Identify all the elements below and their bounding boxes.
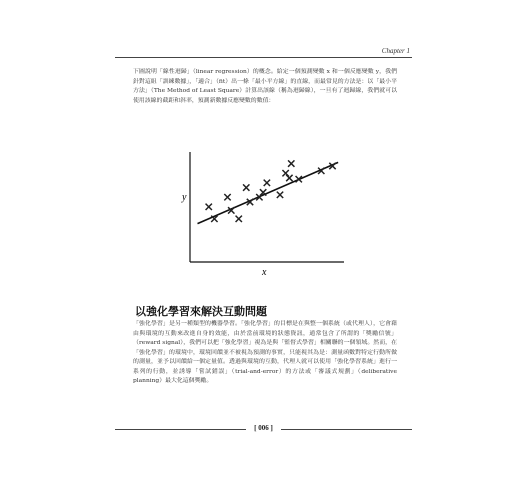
data-point-marker <box>286 175 292 181</box>
data-point-marker <box>243 184 249 190</box>
data-point-marker <box>206 204 212 210</box>
page-footer <box>115 424 412 434</box>
figure-axes <box>190 152 344 262</box>
regression-line <box>198 162 339 223</box>
header-rule <box>115 57 412 58</box>
data-point-marker <box>288 160 294 166</box>
data-point-marker <box>277 192 283 198</box>
page-number-value: 006 <box>258 424 269 432</box>
chapter-label: Chapter 1 <box>381 47 410 55</box>
section-title: 以強化學習來解決互動問題 <box>135 305 267 318</box>
section-paragraph: 「強化學習」是另一種類型的機器學習。「強化學習」的目標是在與整一個系統（或代理人），它會藉由與環境的互動來改進自身的效能，由於當前環境的狀態資訊，通常包含了所謂的「獎勵信號」（reward signal），我們可以把「強化學習」視為是與「監督式學習」相關聯的一個領域。然而，在「強化學習」的環境中，環境回饋並不被視為預測的事實，只能視其為是：測量函數對特定行動所做的測量，並予以回饋給一個定量值。透過與環境的互動，代理人就可以使用「強化學習系統」進行一系列的行動，並誘導「嘗試錯誤」（trial-and-error）的方法或「審議式規劃」（deliberative planning）最大化這個獎勵。 <box>133 321 397 384</box>
y-axis-label: y <box>182 192 187 203</box>
x-axis-label: x <box>262 267 267 278</box>
data-point-marker <box>264 180 270 186</box>
footer-rule-right <box>281 429 412 430</box>
data-point-marker <box>236 216 242 222</box>
linear-regression-figure <box>176 130 356 280</box>
intro-paragraph: 下圖說明「線性迴歸」（linear regression）的概念。給定一個預測變數 x 和一個反應變數 y，我們針對這組「訓練數據」，「適合」（fit）出一條「最小平方線」的直線，而最常見的方法是：以「最小平方法」（The Method of Least Square）計算出該線（稱為迴歸線），一旦有了迴歸線，我們就可以使用該線的截距和斜率，預測新數據反應變數的數值： <box>133 69 397 104</box>
footer-rule-left <box>115 429 246 430</box>
page-number: [ 006 ] <box>254 424 273 432</box>
data-point-marker <box>224 194 230 200</box>
